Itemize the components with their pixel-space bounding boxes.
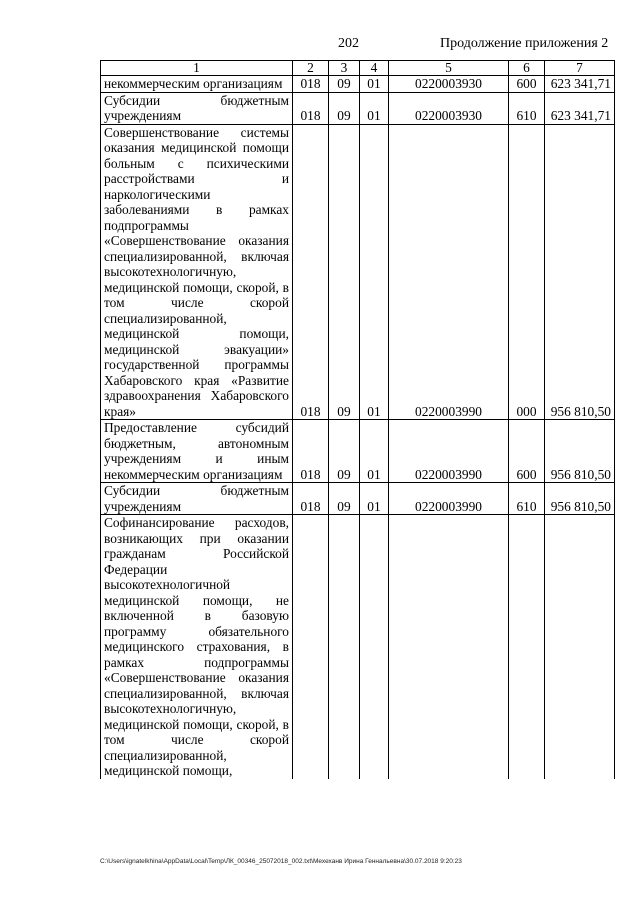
column-header: 6 — [509, 61, 545, 76]
amount: 623 341,71 — [545, 76, 615, 93]
continuation-label: Продолжение приложения 2 — [440, 36, 609, 51]
expense-type-code: 000 — [509, 124, 545, 420]
column-header: 4 — [360, 61, 389, 76]
section-code: 09 — [329, 420, 360, 483]
target-code: 0220003930 — [389, 76, 509, 93]
ministry-code: 018 — [293, 124, 329, 420]
table-row — [101, 124, 615, 420]
column-header: 5 — [389, 61, 509, 76]
ministry-code: 018 — [293, 483, 329, 515]
expense-type-code: 610 — [509, 483, 545, 515]
ministry-code: 018 — [293, 92, 329, 124]
expense-type-code — [509, 515, 545, 779]
row-name: Предоставление субсидий бюджетным, автономным учреждениям и иным некоммерческим организациям — [101, 420, 293, 483]
target-code — [389, 515, 509, 779]
subsection-code: 01 — [360, 483, 389, 515]
row-name: Совершенствование системы оказания медицинской помощи больным с психическими расстройствами и наркологическими заболеваниями в рамках подпрограммы «Совершенствование оказания специализированной, включая высокотехнологичную, медицинской помощи, скорой, в том числе скорой специализированной, медицинской помощи, медицинской эвакуации» государственной программы Хабаровского края «Развитие здравоохранения Хабаровского края» — [101, 124, 293, 420]
target-code: 0220003990 — [389, 124, 509, 420]
file-path-footer: C:\Users\ignatelkhina\AppData\Local\Temp\ЛК_00346_25072018_002.txt\Мехеханв Ирина Геннальевна\30.07.2018 9:20:23 — [100, 858, 462, 865]
section-code — [329, 515, 360, 779]
subsection-code: 01 — [360, 124, 389, 420]
target-code: 0220003930 — [389, 92, 509, 124]
amount: 623 341,71 — [545, 92, 615, 124]
target-code: 0220003990 — [389, 420, 509, 483]
amount: 956 810,50 — [545, 124, 615, 420]
amount: 956 810,50 — [545, 420, 615, 483]
ministry-code — [293, 515, 329, 779]
column-header: 3 — [329, 61, 360, 76]
ministry-code: 018 — [293, 420, 329, 483]
target-code: 0220003990 — [389, 483, 509, 515]
ministry-code: 018 — [293, 76, 329, 93]
expense-type-code: 610 — [509, 92, 545, 124]
subsection-code: 01 — [360, 420, 389, 483]
column-header: 1 — [101, 61, 293, 76]
section-code: 09 — [329, 124, 360, 420]
page-number: 202 — [338, 36, 359, 51]
row-name: Субсидии бюджетным учреждениям — [101, 483, 293, 515]
table-row — [101, 76, 615, 93]
section-code: 09 — [329, 483, 360, 515]
amount: 956 810,50 — [545, 483, 615, 515]
table-row — [101, 92, 615, 124]
column-header: 7 — [545, 61, 615, 76]
column-number-header — [101, 61, 615, 76]
section-code: 09 — [329, 76, 360, 93]
expense-type-code: 600 — [509, 76, 545, 93]
row-name: некоммерческим организациям — [101, 76, 293, 93]
table-row — [101, 515, 615, 779]
row-name: Софинансирование расходов, возникающих при оказании гражданам Российской Федерации высокотехнологичной медицинской помощи, не включенной в базовую программу обязательного медицинского страхования, в рамках подпрограммы «Совершенствование оказания специализированной, включая высокотехнологичную, медицинской помощи, скорой, в том числе скорой специализированной, медицинской помощи, — [101, 515, 293, 779]
column-header: 2 — [293, 61, 329, 76]
amount — [545, 515, 615, 779]
budget-table — [100, 60, 615, 779]
subsection-code: 01 — [360, 92, 389, 124]
subsection-code: 01 — [360, 76, 389, 93]
table-row — [101, 420, 615, 483]
expense-type-code: 600 — [509, 420, 545, 483]
section-code: 09 — [329, 92, 360, 124]
table-row — [101, 483, 615, 515]
row-name: Субсидии бюджетным учреждениям — [101, 92, 293, 124]
subsection-code — [360, 515, 389, 779]
